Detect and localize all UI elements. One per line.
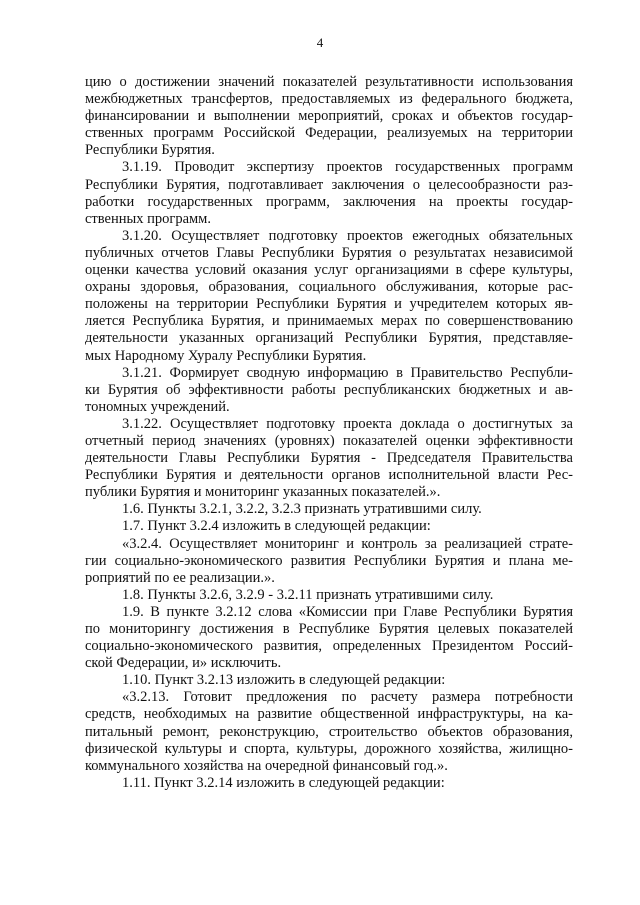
text-line: положены на территории Республики Бурятия и учредителем которых яв- bbox=[85, 296, 573, 313]
paragraph-p3-1-19 bbox=[85, 159, 573, 227]
text-line: 1.8. Пункты 3.2.6, 3.2.9 - 3.2.11 признать утратившими силу. bbox=[122, 586, 494, 603]
paragraph-p3-2-4 bbox=[85, 536, 573, 587]
text-line: ственных программ. bbox=[85, 210, 211, 227]
text-line: ственных программ Российской Федерации, реализуемых на территории bbox=[85, 125, 573, 142]
paragraph-p1-10 bbox=[85, 672, 573, 689]
text-line: ки Бурятия об эффективности работы республиканских бюджетных и ав- bbox=[85, 381, 573, 398]
text-line: физической культуры и спорта, культуры, дорожного хозяйства, жилищно- bbox=[85, 740, 573, 757]
text-line: средств, необходимых на развитие общественной инфраструктуры, на ка- bbox=[85, 706, 573, 723]
text-line: финансировании и выполнении мероприятий, сроках и объектов государ- bbox=[85, 108, 573, 125]
text-line: тономных учреждений. bbox=[85, 398, 230, 415]
text-line: ляется Республика Бурятия, и принимаемых мерах по совершенствованию bbox=[85, 313, 573, 330]
text-line: питальный ремонт, реконструкцию, строительство объектов образования, bbox=[85, 723, 573, 740]
text-line: работки государственных программ, заключения на проекты государ- bbox=[85, 193, 573, 210]
text-line: 3.1.21. Формирует сводную информацию в Правительство Республи- bbox=[122, 364, 573, 381]
text-line: гии социально-экономического развития Республики Бурятия и плана ме- bbox=[85, 552, 573, 569]
paragraph-p1-11 bbox=[85, 775, 573, 792]
paragraph-p3-1-20 bbox=[85, 228, 573, 365]
text-line: охраны здоровья, образования, социального обслуживания, которые рас- bbox=[85, 279, 573, 296]
paragraph-p1-8 bbox=[85, 587, 573, 604]
paragraph-p3-1-22 bbox=[85, 416, 573, 501]
text-line: 3.1.22. Осуществляет подготовку проекта доклада о достигнутых за bbox=[122, 415, 573, 432]
text-line: Республики Бурятия, подготавливает заключения о целесообразности раз- bbox=[85, 176, 573, 193]
text-line: 3.1.19. Проводит экспертизу проектов государственных программ bbox=[122, 159, 573, 176]
text-line: 1.11. Пункт 3.2.14 изложить в следующей редакции: bbox=[122, 774, 445, 791]
text-line: отчетный период значениях (уровнях) показателей оценки эффективности bbox=[85, 432, 573, 449]
text-line: межбюджетных трансфертов, предоставляемых из федерального бюджета, bbox=[85, 91, 573, 108]
text-line: «3.2.13. Готовит предложения по расчету размера потребности bbox=[122, 689, 573, 706]
paragraph-p3-2-13 bbox=[85, 689, 573, 774]
text-line: мых Народному Хуралу Республики Бурятия. bbox=[85, 347, 367, 364]
text-line: Республики Бурятия и деятельности органов исполнительной власти Рес- bbox=[85, 467, 573, 484]
text-line: 1.7. Пункт 3.2.4 изложить в следующей редакции: bbox=[122, 518, 431, 535]
text-line: 1.6. Пункты 3.2.1, 3.2.2, 3.2.3 признать утратившими силу. bbox=[122, 501, 482, 518]
text-line: коммунального хозяйства на очередной финансовый год.». bbox=[85, 757, 448, 774]
text-line: 1.9. В пункте 3.2.12 слова «Комиссии при Главе Республики Бурятия bbox=[122, 603, 573, 620]
text-line: «3.2.4. Осуществляет мониторинг и контроль за реализацией страте- bbox=[122, 535, 573, 552]
paragraph-cont bbox=[85, 74, 573, 159]
paragraph-p3-1-21 bbox=[85, 365, 573, 416]
text-line: публики Бурятия и мониторинг указанных показателей.». bbox=[85, 484, 441, 501]
text-line: по мониторингу достижения в Республике Бурятия целевых показателей bbox=[85, 621, 573, 637]
text-line: цию о достижении значений показателей результативности использования bbox=[85, 74, 573, 90]
text-line: 3.1.20. Осуществляет подготовку проектов ежегодных обязательных bbox=[122, 227, 573, 244]
text-line: Республики Бурятия. bbox=[85, 142, 215, 159]
paragraph-p1-6 bbox=[85, 501, 573, 518]
text-line: ской Федерации, и» исключить. bbox=[85, 655, 282, 672]
paragraph-p1-9 bbox=[85, 604, 573, 672]
text-line: роприятий по ее реализации.». bbox=[85, 569, 275, 586]
document-body bbox=[85, 74, 573, 792]
text-line: публичных отчетов Главы Республики Бурятия о результатах независимой bbox=[85, 244, 573, 261]
text-line: оценки качества условий оказания услуг организациями в сфере культуры, bbox=[85, 262, 573, 279]
page-number: 4 bbox=[316, 35, 324, 50]
paragraph-p1-7 bbox=[85, 518, 573, 535]
text-line: социально-экономического развития, определенных Президентом Россий- bbox=[85, 638, 573, 655]
text-line: 1.10. Пункт 3.2.13 изложить в следующей редакции: bbox=[122, 672, 446, 689]
text-line: деятельности Главы Республики Бурятия - Председателя Правительства bbox=[85, 450, 573, 467]
text-line: деятельности указанных организаций Республики Бурятия, представляе- bbox=[85, 330, 573, 347]
